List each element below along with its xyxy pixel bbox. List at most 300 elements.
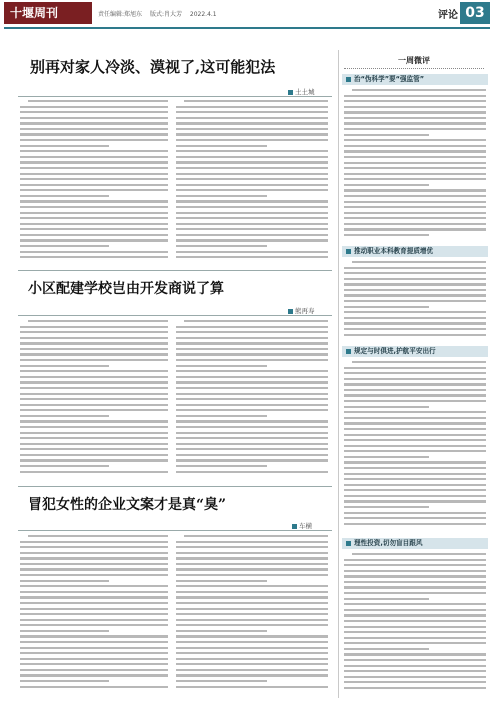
text-line <box>20 658 168 660</box>
text-line <box>20 106 168 108</box>
text-line <box>176 195 267 197</box>
text-line <box>176 111 328 113</box>
text-line <box>20 122 168 124</box>
text-line <box>20 133 168 135</box>
text-line <box>176 647 328 649</box>
text-line <box>20 365 109 367</box>
text-line <box>344 189 486 191</box>
text-line <box>344 217 486 219</box>
text-line <box>20 465 109 467</box>
text-line <box>20 568 168 570</box>
text-line <box>20 454 168 456</box>
article-2-byline: 熊再寿 <box>288 306 315 315</box>
text-line <box>20 398 168 400</box>
text-line <box>344 400 486 402</box>
text-line <box>20 420 168 422</box>
text-line <box>344 206 486 208</box>
text-line <box>344 223 486 225</box>
weekly-review-title-rule <box>344 68 484 69</box>
article-2-body-left <box>20 320 168 480</box>
review-item-4-heading: 理性投资,切勿盲目跟风 <box>342 538 488 549</box>
review-item-1-heading: 治“伪科学”要“强监管” <box>342 74 488 85</box>
text-line <box>344 467 486 469</box>
text-line <box>20 437 168 439</box>
text-line <box>20 206 168 208</box>
article-3-body-right <box>176 535 328 697</box>
article-3-byline: 车横 <box>292 521 312 530</box>
text-line <box>176 156 328 158</box>
text-line <box>176 256 328 258</box>
text-line <box>176 234 328 236</box>
text-line <box>344 422 486 424</box>
text-line <box>176 376 328 378</box>
article-2-headline: 小区配建学校岂由开发商说了算 <box>28 281 224 297</box>
text-line <box>344 267 486 269</box>
text-line <box>20 443 168 445</box>
text-line <box>176 200 328 202</box>
text-line <box>176 348 328 350</box>
text-line <box>176 541 328 543</box>
text-line <box>344 122 486 124</box>
text-line <box>344 653 486 655</box>
text-line <box>176 552 328 554</box>
text-line <box>344 581 486 583</box>
review-item-3-body <box>344 361 486 531</box>
text-line <box>344 389 486 391</box>
text-line <box>344 659 486 661</box>
text-line <box>176 663 328 665</box>
text-line <box>176 686 328 688</box>
byline-marker-icon <box>292 524 297 529</box>
text-line <box>20 459 168 461</box>
text-line <box>20 173 168 175</box>
text-line <box>352 553 486 555</box>
byline-marker-icon <box>288 309 293 314</box>
text-line <box>20 574 168 576</box>
article-1-body-left <box>20 100 168 265</box>
text-line <box>344 500 486 502</box>
text-line <box>344 598 429 600</box>
text-line <box>344 184 429 186</box>
text-line <box>176 217 328 219</box>
text-line <box>344 450 486 452</box>
text-line <box>20 251 168 253</box>
text-line <box>176 415 267 417</box>
text-line <box>20 223 168 225</box>
text-line <box>20 686 168 688</box>
text-line <box>20 139 168 141</box>
text-line <box>176 173 328 175</box>
text-line <box>344 406 429 408</box>
text-line <box>344 294 486 296</box>
header-meta <box>98 9 223 18</box>
text-line <box>344 648 429 650</box>
text-line <box>176 448 328 450</box>
article-1-headline: 别再对家人冷淡、漠视了,这可能犯法 <box>30 58 276 76</box>
text-line <box>176 680 267 682</box>
text-line <box>344 439 486 441</box>
text-line <box>344 367 486 369</box>
text-line <box>20 647 168 649</box>
text-line <box>344 687 486 689</box>
text-line <box>344 517 486 519</box>
text-line <box>344 167 486 169</box>
text-line <box>176 409 328 411</box>
text-line <box>344 201 486 203</box>
text-line <box>176 150 328 152</box>
text-line <box>20 348 168 350</box>
article-3-body-left <box>20 535 168 697</box>
text-line <box>184 535 328 537</box>
text-line <box>20 156 168 158</box>
text-line <box>176 658 328 660</box>
text-line <box>344 173 486 175</box>
header-rule <box>4 27 490 29</box>
text-line <box>20 387 168 389</box>
text-line <box>176 574 328 576</box>
text-line <box>20 641 168 643</box>
text-line <box>20 228 168 230</box>
text-line <box>344 559 486 561</box>
text-line <box>20 217 168 219</box>
text-line <box>20 150 168 152</box>
text-line <box>20 669 168 671</box>
text-line <box>176 387 328 389</box>
text-line <box>20 178 168 180</box>
text-line <box>20 448 168 450</box>
text-line <box>344 378 486 380</box>
review-item-2-heading: 推动职业本科教育提质增优 <box>342 246 488 257</box>
text-line <box>344 592 486 594</box>
text-line <box>20 608 168 610</box>
article-1-end-rule <box>18 270 332 271</box>
text-line <box>344 631 486 633</box>
text-line <box>20 619 168 621</box>
text-line <box>344 456 429 458</box>
text-line <box>344 575 486 577</box>
text-line <box>20 200 168 202</box>
text-line <box>176 546 328 548</box>
text-line <box>344 150 486 152</box>
text-line <box>344 489 486 491</box>
text-line <box>344 311 486 313</box>
text-line <box>176 106 328 108</box>
text-line <box>344 434 486 436</box>
text-line <box>20 212 168 214</box>
text-line <box>344 134 429 136</box>
text-line <box>20 602 168 604</box>
masthead: 十堰周刊 <box>4 2 92 24</box>
text-line <box>20 256 168 258</box>
text-line <box>20 128 168 130</box>
text-line <box>344 609 486 611</box>
text-line <box>176 331 328 333</box>
text-line <box>352 89 486 91</box>
text-line <box>344 614 486 616</box>
text-line <box>20 541 168 543</box>
text-line <box>176 353 328 355</box>
text-line <box>176 398 328 400</box>
text-line <box>344 283 486 285</box>
article-2-rule <box>18 315 332 316</box>
text-line <box>176 359 328 361</box>
text-line <box>344 111 486 113</box>
editor-credit: 责任编辑:郑旭东 <box>98 11 143 18</box>
text-line <box>176 161 328 163</box>
section-marker-icon <box>346 77 351 82</box>
text-line <box>176 563 328 565</box>
text-line <box>20 630 109 632</box>
section-marker-icon <box>346 249 351 254</box>
text-line <box>344 670 486 672</box>
text-line <box>344 506 429 508</box>
text-line <box>344 495 486 497</box>
text-line <box>20 471 168 473</box>
text-line <box>344 523 486 525</box>
text-line <box>176 557 328 559</box>
section-name: 评论 <box>438 10 458 21</box>
text-line <box>20 234 168 236</box>
text-line <box>176 145 267 147</box>
text-line <box>20 585 168 587</box>
text-line <box>176 437 328 439</box>
text-line <box>176 471 328 473</box>
text-line <box>184 320 328 322</box>
text-line <box>176 365 267 367</box>
text-line <box>176 228 328 230</box>
text-line <box>344 145 486 147</box>
text-line <box>344 428 486 430</box>
text-line <box>20 663 168 665</box>
article-1-body-right <box>176 100 328 265</box>
text-line <box>20 184 168 186</box>
text-line <box>28 100 168 102</box>
text-line <box>20 552 168 554</box>
text-line <box>344 445 486 447</box>
page-number: 03 <box>460 2 490 24</box>
text-line <box>176 139 328 141</box>
review-item-4-body <box>344 553 486 697</box>
text-line <box>176 465 267 467</box>
text-line <box>344 478 486 480</box>
text-line <box>176 652 328 654</box>
text-line <box>344 603 486 605</box>
text-line <box>176 117 328 119</box>
text-line <box>176 326 328 328</box>
text-line <box>20 415 109 417</box>
text-line <box>344 272 486 274</box>
text-line <box>176 122 328 124</box>
text-line <box>344 106 486 108</box>
text-line <box>344 278 486 280</box>
text-line <box>344 128 486 130</box>
article-2-end-rule <box>18 486 332 487</box>
text-line <box>176 674 328 676</box>
text-line <box>176 432 328 434</box>
text-line <box>176 580 267 582</box>
text-line <box>344 306 429 308</box>
text-line <box>176 568 328 570</box>
text-line <box>176 669 328 671</box>
text-line <box>344 411 486 413</box>
text-line <box>344 681 486 683</box>
text-line <box>344 100 486 102</box>
text-line <box>344 322 486 324</box>
text-line <box>176 426 328 428</box>
text-line <box>20 409 168 411</box>
text-line <box>20 635 168 637</box>
text-line <box>20 546 168 548</box>
text-line <box>176 189 328 191</box>
text-line <box>20 111 168 113</box>
text-line <box>20 342 168 344</box>
text-line <box>20 393 168 395</box>
text-line <box>20 359 168 361</box>
text-line <box>176 635 328 637</box>
text-line <box>20 432 168 434</box>
text-line <box>28 320 168 322</box>
text-line <box>352 261 486 263</box>
text-line <box>344 234 429 236</box>
text-line <box>344 289 486 291</box>
text-line <box>344 512 486 514</box>
text-line <box>176 133 328 135</box>
text-line <box>20 117 168 119</box>
text-line <box>20 353 168 355</box>
text-line <box>20 161 168 163</box>
text-line <box>344 564 486 566</box>
text-line <box>20 426 168 428</box>
text-line <box>20 189 168 191</box>
section-marker-icon <box>346 541 351 546</box>
text-line <box>344 212 486 214</box>
review-item-3-heading: 规定与时俱进,护航平安出行 <box>342 346 488 357</box>
text-line <box>176 585 328 587</box>
text-line <box>176 641 328 643</box>
text-line <box>20 370 168 372</box>
text-line <box>176 212 328 214</box>
text-line <box>344 117 486 119</box>
text-line <box>20 404 168 406</box>
text-line <box>344 334 486 336</box>
article-1-byline: 土土城 <box>288 87 315 96</box>
text-line <box>344 461 486 463</box>
text-line <box>176 393 328 395</box>
text-line <box>344 383 486 385</box>
text-line <box>344 372 486 374</box>
text-line <box>20 596 168 598</box>
text-line <box>344 300 486 302</box>
text-line <box>20 337 168 339</box>
text-line <box>20 580 109 582</box>
text-line <box>344 156 486 158</box>
text-line <box>344 473 486 475</box>
text-line <box>176 404 328 406</box>
text-line <box>176 370 328 372</box>
text-line <box>344 394 486 396</box>
text-line <box>176 337 328 339</box>
byline-marker-icon <box>288 90 293 95</box>
text-line <box>176 624 328 626</box>
text-line <box>344 637 486 639</box>
text-line <box>344 178 486 180</box>
section-marker-icon <box>346 349 351 354</box>
article-1-rule <box>18 96 332 97</box>
text-line <box>176 245 267 247</box>
text-line <box>20 195 109 197</box>
text-line <box>176 206 328 208</box>
review-item-1-body <box>344 89 486 241</box>
text-line <box>344 642 486 644</box>
text-line <box>176 630 267 632</box>
text-line <box>176 591 328 593</box>
text-line <box>176 239 328 241</box>
text-line <box>20 245 109 247</box>
text-line <box>20 613 168 615</box>
text-line <box>344 162 486 164</box>
article-3-rule <box>18 530 332 531</box>
text-line <box>176 223 328 225</box>
text-line <box>176 613 328 615</box>
weekly-review-title: 一周微评 <box>398 56 430 65</box>
text-line <box>184 100 328 102</box>
text-line <box>20 239 168 241</box>
text-line <box>176 619 328 621</box>
text-line <box>344 620 486 622</box>
text-line <box>20 557 168 559</box>
text-line <box>344 95 486 97</box>
text-line <box>20 381 168 383</box>
text-line <box>20 652 168 654</box>
text-line <box>20 674 168 676</box>
text-line <box>176 602 328 604</box>
text-line <box>344 139 486 141</box>
text-line <box>176 178 328 180</box>
text-line <box>344 228 486 230</box>
text-line <box>176 251 328 253</box>
text-line <box>176 420 328 422</box>
text-line <box>20 624 168 626</box>
text-line <box>176 167 328 169</box>
text-line <box>20 563 168 565</box>
text-line <box>344 317 486 319</box>
text-line <box>20 145 109 147</box>
text-line <box>344 665 486 667</box>
text-line <box>344 417 486 419</box>
text-line <box>20 376 168 378</box>
text-line <box>176 454 328 456</box>
text-line <box>352 361 486 363</box>
text-line <box>344 570 486 572</box>
text-line <box>20 591 168 593</box>
text-line <box>176 342 328 344</box>
text-line <box>176 443 328 445</box>
text-line <box>176 184 328 186</box>
text-line <box>344 586 486 588</box>
text-line <box>176 381 328 383</box>
text-line <box>176 608 328 610</box>
text-line <box>176 128 328 130</box>
text-line <box>344 484 486 486</box>
text-line <box>176 596 328 598</box>
text-line <box>28 535 168 537</box>
text-line <box>344 676 486 678</box>
review-item-2-body <box>344 261 486 341</box>
issue-date: 2022.4.1 <box>189 11 217 18</box>
article-3-headline: 冒犯女性的企业文案才是真“臭” <box>28 497 227 513</box>
layout-credit: 版式:肖大芳 <box>149 11 182 18</box>
text-line <box>20 680 109 682</box>
